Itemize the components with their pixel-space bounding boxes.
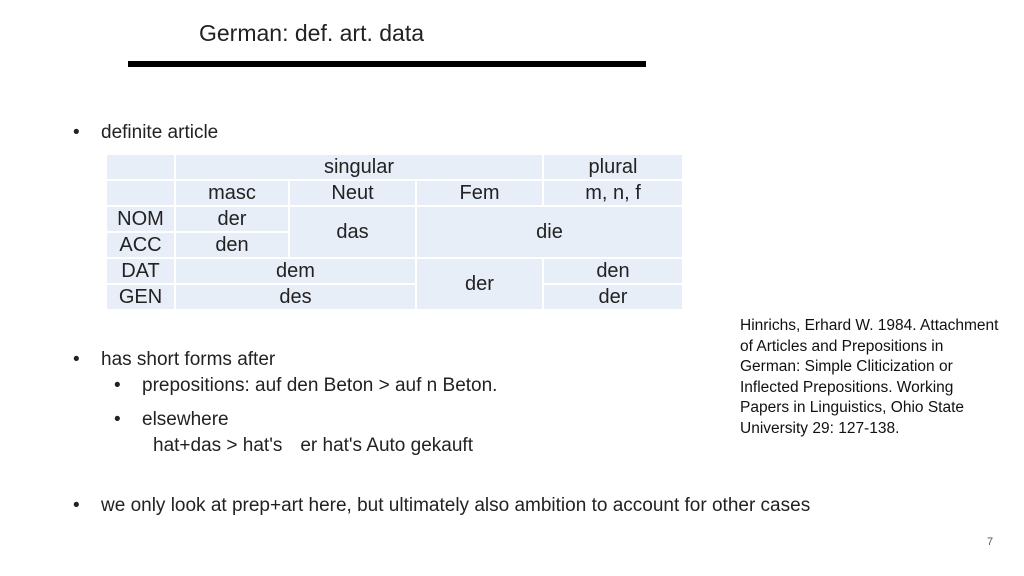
header-masc: masc (175, 180, 289, 206)
bullet-dot: • (114, 409, 121, 430)
table-corner-cell (106, 154, 175, 180)
bullet-dot: • (114, 375, 121, 396)
bullet-text: we only look at prep+art here, but ultimately also ambition to account for other cases (101, 495, 811, 516)
title-rule (128, 61, 646, 67)
header-neut: Neut (289, 180, 416, 206)
header-plural: plural (543, 154, 683, 180)
cell-gen-masc-neut: des (175, 284, 416, 310)
bullet-dot: • (73, 495, 80, 516)
cell-gen-plural: der (543, 284, 683, 310)
table-header-row-2 (106, 180, 683, 206)
bullet-short-forms (73, 349, 275, 371)
header-fem: Fem (416, 180, 543, 206)
sub-bullet-prepositions (114, 375, 497, 397)
cell-dat-masc-neut: dem (175, 258, 416, 284)
cell-nom-acc-neut: das (289, 206, 416, 258)
example-sentence: er hat's Auto gekauft (300, 435, 473, 456)
cell-dat-plural: den (543, 258, 683, 284)
table-corner-cell (106, 180, 175, 206)
row-label-gen: GEN (106, 284, 175, 310)
bullet-dot: • (73, 349, 80, 370)
example-contraction: hat+das > hat's (153, 435, 283, 456)
header-singular: singular (175, 154, 543, 180)
table-row-nom (106, 206, 683, 232)
row-label-dat: DAT (106, 258, 175, 284)
bullet-final (73, 495, 810, 517)
bullet-text: prepositions: auf den Beton > auf n Beton. (142, 375, 498, 396)
sub-bullet-elsewhere (114, 409, 229, 431)
cell-dat-gen-fem: der (416, 258, 543, 310)
slide-title: German: def. art. data (199, 20, 425, 46)
bullet-text: elsewhere (142, 409, 229, 430)
header-plural-genders: m, n, f (543, 180, 683, 206)
cell-acc-masc: den (175, 232, 289, 258)
definite-article-table (105, 153, 684, 311)
elsewhere-examples (153, 435, 473, 457)
bullet-dot: • (73, 122, 80, 143)
cell-nom-masc: der (175, 206, 289, 232)
table-header-row-1 (106, 154, 683, 180)
bullet-text: definite article (101, 122, 219, 143)
bullet-definite-article (73, 122, 218, 144)
citation-reference: Hinrichs, Erhard W. 1984. Attachment of Articles and Prepositions in German: Simple Cliticization or Inflected Prepositions. Working Papers in Linguistics, Ohio State University 29: 127-138. (740, 317, 999, 437)
bullet-text: has short forms after (101, 349, 276, 370)
page-number: 7 (987, 536, 994, 548)
table-row-gen (106, 284, 683, 310)
table-row-dat (106, 258, 683, 284)
cell-nom-acc-fem-plural: die (416, 206, 683, 258)
row-label-nom: NOM (106, 206, 175, 232)
row-label-acc: ACC (106, 232, 175, 258)
